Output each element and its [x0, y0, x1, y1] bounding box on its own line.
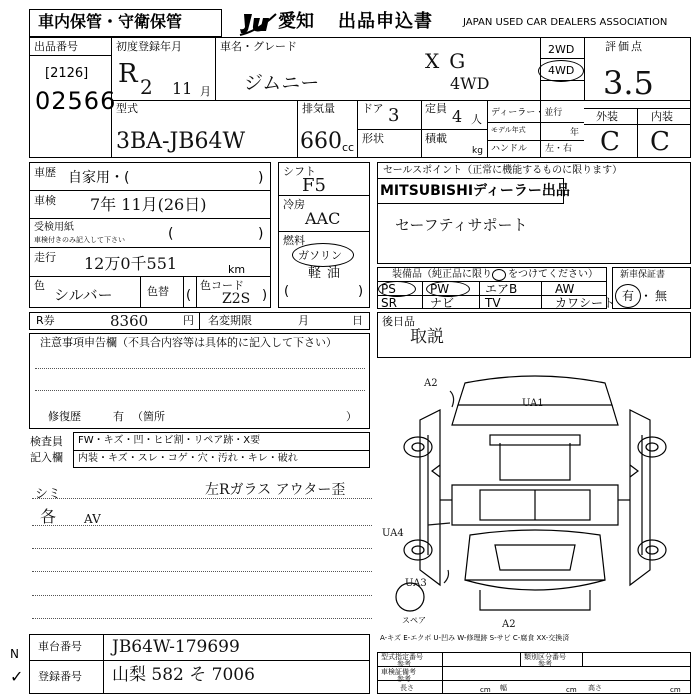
- model-value: 3BA-JB64W: [116, 129, 246, 154]
- lot-label: 出品番号: [34, 40, 78, 53]
- shaken-label: 車検: [34, 194, 56, 207]
- mileage-unit: km: [228, 263, 246, 276]
- history-close: ): [258, 170, 264, 186]
- cert-label: 型式指定番号: [381, 653, 423, 661]
- color-label: 色: [34, 279, 45, 292]
- cooler-label: 冷房: [283, 198, 305, 211]
- score-int: C: [650, 127, 670, 157]
- equipment-item: TV: [485, 296, 501, 310]
- repair-close: ）: [346, 410, 357, 423]
- sales-label: セールスポイント（正常に機能するものに限ります）: [383, 165, 623, 176]
- equipment-item: ナビ: [430, 296, 455, 310]
- spare-label: スペア: [402, 616, 426, 625]
- receipt-label: 受検用紙: [34, 222, 74, 233]
- receipt-sub: 車検付きのみ記入して下さい: [34, 236, 125, 244]
- model-year-unit: 年: [570, 128, 580, 138]
- shape-label: 形状: [362, 132, 384, 145]
- drive-4wd: 4WD: [548, 64, 575, 77]
- diagram-mark-ua1: UA1: [522, 398, 544, 409]
- inspector-row2: 内装・キズ・スレ・コゲ・穴・汚れ・キレ・破れ: [78, 453, 298, 464]
- class-label: 類別区分番号: [524, 653, 566, 661]
- rear-items-value: 取説: [410, 327, 444, 347]
- cooler-value: AAC: [305, 209, 341, 228]
- warranty-yes: 有: [622, 289, 635, 303]
- cert2-sub: 参考: [397, 675, 411, 683]
- inspector-label-2: 記入欄: [30, 451, 63, 464]
- deadline-label: 名変期限: [208, 314, 252, 327]
- class-sub: 参考: [538, 660, 552, 668]
- equipment-selected-circle: [426, 281, 470, 297]
- shift-value: F5: [302, 175, 326, 196]
- diagram-mark-ua3: UA3: [405, 578, 427, 589]
- fuel-diesel: 軽油: [308, 266, 347, 281]
- plate-value: 山梨 582 そ 7006: [112, 665, 255, 685]
- inspector-remark-1: 左Rガラス アウター歪: [205, 482, 346, 498]
- repair-yes: 有: [113, 410, 124, 423]
- diagram-mark-a2-top: A2: [424, 378, 438, 389]
- equipment-item: エアB: [485, 282, 518, 296]
- color-change-label: 色替: [147, 285, 169, 298]
- deadline-month: 月: [298, 314, 309, 327]
- cap-label: 定員: [425, 102, 447, 115]
- drive-2wd: 2WD: [548, 43, 575, 56]
- equipment-item: PS: [381, 282, 396, 296]
- form-title: 出品申込書: [338, 11, 433, 32]
- notes-label: 注意事項申告欄（不具合内容等は具体的に記入して下さい）: [40, 336, 337, 349]
- handle-options: 左・右: [545, 144, 573, 154]
- warranty-no: 無: [655, 289, 668, 303]
- cap-unit: 人: [471, 113, 482, 126]
- warranty-sep: ・: [640, 289, 653, 303]
- fuel-gas: ガソリン: [298, 249, 342, 262]
- fuel-paren-close: ): [358, 284, 364, 299]
- recycle-unit: 円: [183, 314, 194, 327]
- check-mark-1: N: [10, 647, 19, 661]
- cert-sub: 参考: [397, 660, 411, 668]
- inspector-label-1: 検査員: [30, 435, 63, 448]
- inspector-remark-2b: 各: [40, 507, 57, 526]
- equipment-label2: をつけてください）: [508, 269, 598, 280]
- lot-sub: [2126]: [45, 66, 89, 81]
- rear-items-label: 後日品: [382, 315, 415, 328]
- plate-label: 登録番号: [38, 670, 82, 683]
- car-name: ジムニー: [244, 72, 320, 94]
- load-label: 積載: [425, 132, 447, 145]
- chassis-label: 車台番号: [38, 640, 82, 653]
- repair-place: （箇所: [132, 410, 165, 423]
- score-int-label: 内装: [651, 110, 673, 123]
- equipment-label: 装備品（純正品に限り: [392, 269, 492, 280]
- color-code-paren-open: (: [186, 288, 192, 303]
- history-label: 車歴: [34, 166, 56, 179]
- check-mark-2: ✓: [10, 667, 24, 686]
- inspector-remark-2c: AV: [84, 512, 101, 526]
- car-name-label: 車名・グレード: [220, 40, 297, 53]
- height-unit: cm: [670, 686, 681, 694]
- shaken-value: 7年 11月(26日): [90, 195, 207, 214]
- car-grade: XG: [425, 49, 476, 73]
- equipment-selected-circle: [378, 281, 416, 297]
- warranty-label: 新車保証書: [620, 270, 666, 280]
- score-ext-label: 外装: [596, 110, 618, 123]
- registration-era: R: [118, 59, 138, 89]
- color-code-paren-close: ): [262, 288, 268, 303]
- recycle-value: 8360: [110, 312, 149, 330]
- model-year-label: モデル年式: [491, 126, 526, 134]
- length-label: 長さ: [400, 684, 414, 692]
- sales-badge: MITSUBISHIディーラー出品: [380, 183, 570, 199]
- registration-month: 11: [172, 79, 193, 98]
- lot-number: 02566: [35, 87, 117, 115]
- disp-unit: cc: [342, 141, 355, 154]
- cert2-label: 車検証備考: [381, 668, 416, 676]
- registration-year: 2: [140, 75, 153, 99]
- deadline-day: 日: [352, 314, 363, 327]
- association-name: JAPAN USED CAR DEALERS ASSOCIATION: [463, 17, 668, 28]
- registration-label: 初度登録年月: [116, 40, 182, 53]
- warranty-yes-circle: [615, 284, 641, 308]
- diagram-mark-ua4: UA4: [382, 528, 404, 539]
- inspector-remark-2a: シミ: [35, 487, 62, 502]
- chassis-value: JB64W-179699: [112, 637, 240, 657]
- disp-value: 660: [300, 129, 342, 154]
- color-code-label: 色コード: [200, 279, 244, 292]
- score-ext: C: [600, 127, 620, 157]
- equipment-item: SR: [381, 296, 397, 310]
- fuel-paren-open: (: [284, 284, 290, 299]
- score-label: 評価点: [605, 40, 644, 53]
- storage-label: 車内保管・守衛保管: [38, 12, 183, 31]
- repair-label: 修復歴: [48, 410, 81, 423]
- disp-label: 排気量: [302, 102, 335, 115]
- equipment-item: AW: [555, 282, 575, 296]
- drive-4wd-circle: [538, 60, 584, 82]
- diagram-mark-a2-bottom: A2: [502, 619, 516, 630]
- receipt-paren: (: [168, 226, 174, 242]
- dealer-label: ディーラー・並行: [491, 108, 563, 118]
- diagram-legend: A-キズ E-エクボ U-凹み W-修理跡 S-サビ C-腐食 XX-交換済: [380, 634, 570, 642]
- equipment-item: カワシート: [555, 296, 616, 310]
- load-unit: kg: [472, 146, 483, 156]
- car-drive-note: 4WD: [450, 74, 490, 93]
- length-unit: cm: [480, 686, 491, 694]
- fuel-label: 燃料: [283, 234, 305, 247]
- receipt-close: ): [258, 226, 264, 242]
- fuel-gas-circle: [292, 243, 354, 267]
- mileage-value: 12万0千551: [84, 254, 178, 273]
- ju-logo: [238, 10, 278, 36]
- model-label: 型式: [116, 102, 138, 115]
- color-value: シルバー: [54, 286, 113, 304]
- registration-month-unit: 月: [200, 85, 211, 98]
- color-code-value: Z2S: [222, 291, 251, 307]
- door-value: 3: [388, 105, 400, 126]
- inspector-row1: FW・キズ・凹・ヒビ割・リペア跡・X要: [78, 435, 261, 446]
- width-unit: cm: [566, 686, 577, 694]
- score-value: 3.5: [603, 64, 654, 102]
- org-name: 愛知: [278, 11, 314, 32]
- sales-note: セーフティサポート: [395, 216, 528, 234]
- handle-label: ハンドル: [491, 144, 528, 154]
- mileage-label: 走行: [34, 251, 56, 264]
- height-label: 高さ: [588, 684, 602, 692]
- width-label: 幅: [500, 684, 507, 692]
- equipment-circle-example: [492, 269, 506, 281]
- history-value: 自家用・(: [68, 170, 130, 186]
- shift-label: シフト: [283, 165, 316, 178]
- door-label: ドア: [362, 102, 384, 115]
- cap-value: 4: [452, 107, 463, 126]
- equipment-item: PW: [430, 282, 450, 296]
- recycle-label: R券: [36, 314, 55, 327]
